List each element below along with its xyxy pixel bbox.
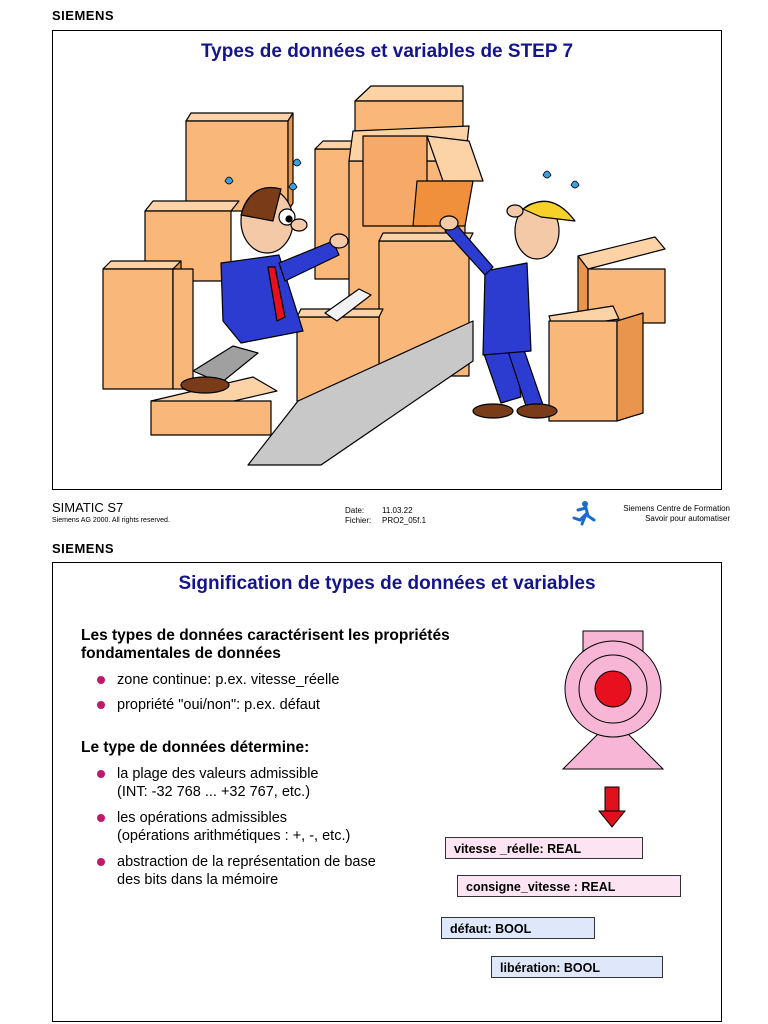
footer-product: SIMATIC S7 xyxy=(52,500,124,515)
slide-1-frame xyxy=(52,30,722,490)
footer-file-label: Fichier: xyxy=(345,516,372,525)
siemens-brand-2: SIEMENS xyxy=(52,541,115,556)
section-2-bullet xyxy=(95,765,319,801)
variable-box-consigne-vitesse: consigne_vitesse : REAL xyxy=(457,875,681,897)
bullet-line: abstraction de la représentation de base xyxy=(117,854,376,870)
section-2-bullet xyxy=(95,853,376,889)
slide-2-frame xyxy=(52,562,722,1022)
footer-file-value: PRO2_05f.1 xyxy=(382,516,427,525)
section-1-heading-line2: fondamentales de données xyxy=(81,645,281,662)
footer-org-line2: Savoir pour automatiser xyxy=(645,514,730,523)
bullet-line: (INT: -32 768 ... +32 767, etc.) xyxy=(117,784,311,800)
siemens-brand: SIEMENS xyxy=(52,8,115,23)
footer-date-label: Date: xyxy=(345,506,365,515)
box-stack-right xyxy=(549,237,665,421)
section-2-heading: Le type de données détermine: xyxy=(81,739,310,756)
runner-logo-icon xyxy=(570,500,596,528)
section-2-bullet xyxy=(95,809,350,845)
footer-date-value: 11.03.22 xyxy=(382,506,413,515)
bullet-line: les opérations admissibles xyxy=(117,810,288,826)
footer-copyright: Siemens AG 2000. All rights reserved. xyxy=(52,517,170,524)
motor-icon xyxy=(555,629,675,849)
bullet-line: la plage des valeurs admissible xyxy=(117,766,319,782)
bullet-line: (opérations arithmétiques : +, -, etc.) xyxy=(117,828,351,844)
warehouse-illustration xyxy=(53,31,721,489)
variable-box-liberation: libération: BOOL xyxy=(491,956,663,978)
variable-box-vitesse-reelle: vitesse _réelle: REAL xyxy=(445,837,643,859)
bullet-line: des bits dans la mémoire xyxy=(117,872,279,888)
slide-1-title: Types de données et variables de STEP 7 xyxy=(200,41,574,62)
section-1-bullet: zone continue: p.ex. vitesse_réelle xyxy=(95,671,339,689)
variable-box-defaut: défaut: BOOL xyxy=(441,917,595,939)
slide-2-title: Signification de types de données et variables xyxy=(178,573,596,594)
section-1-bullet: propriété "oui/non": p.ex. défaut xyxy=(95,696,320,714)
section-1-heading-line1: Les types de données caractérisent les propriétés xyxy=(81,627,450,644)
down-arrow-icon xyxy=(599,787,625,827)
footer-org-line1: Siemens Centre de Formation xyxy=(623,504,730,513)
